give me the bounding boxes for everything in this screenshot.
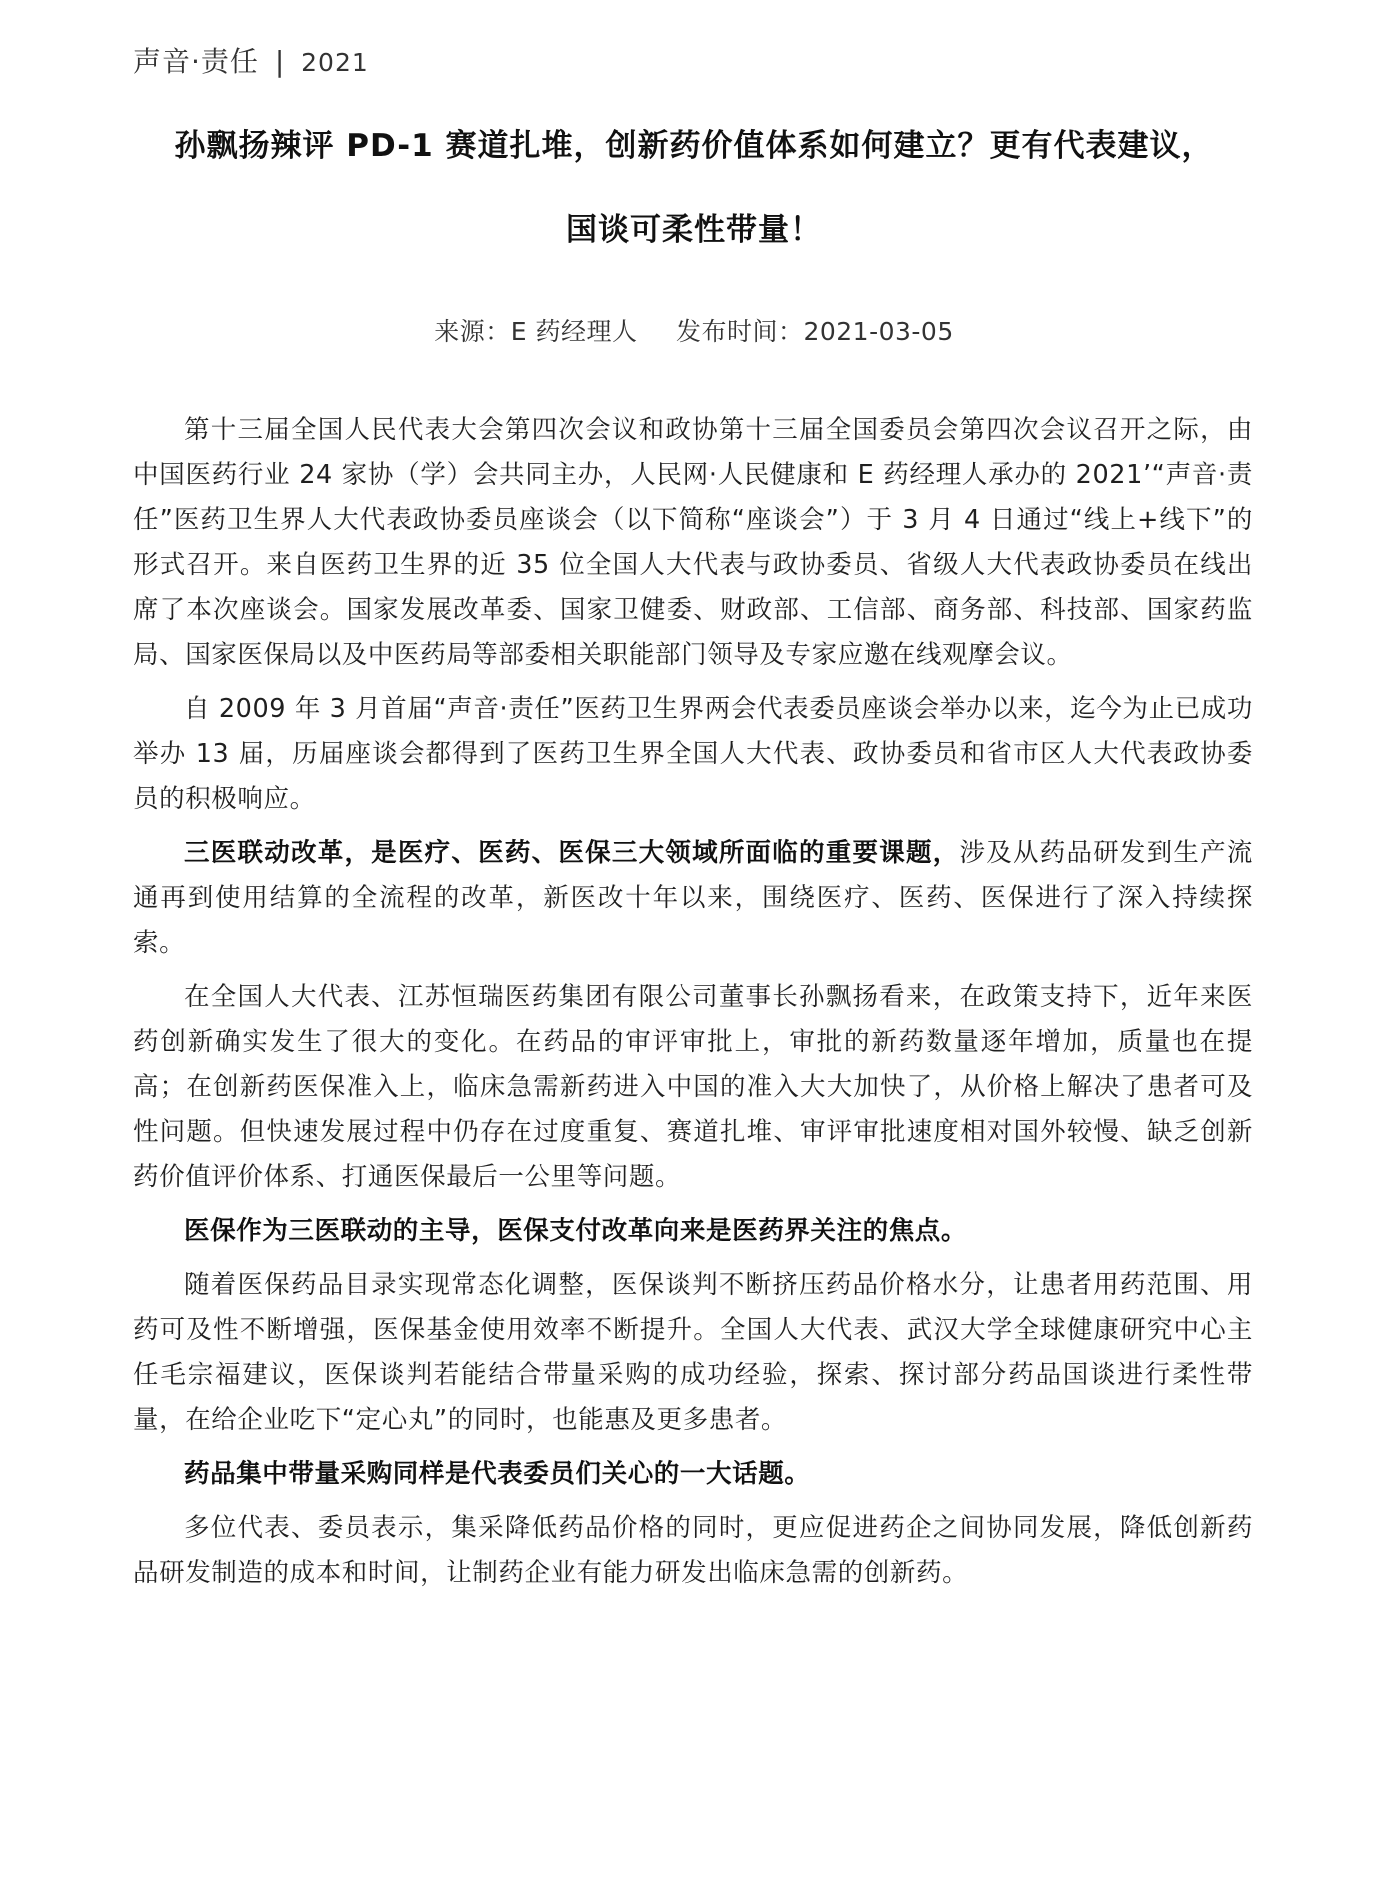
article-body bbox=[133, 408, 1253, 1605]
header-separator: | bbox=[274, 45, 286, 78]
column-header bbox=[133, 40, 369, 80]
article-meta bbox=[0, 312, 1388, 348]
paragraph bbox=[133, 1209, 1253, 1254]
article-title-line-2: 国谈可柔性带量！ bbox=[566, 212, 822, 248]
article-source: 来源：E 药经理人 bbox=[434, 317, 638, 346]
paragraph-emphasis: 医保作为三医联动的主导，医保支付改革向来是医药界关注的焦点。 bbox=[184, 1216, 968, 1246]
paragraph-text: 多位代表、委员表示，集采降低药品价格的同时，更应促进药企之间协同发展，降低创新药品研发制造的成本和时间，让制药企业有能力研发出临床急需的创新药。 bbox=[133, 1513, 1253, 1588]
paragraph-emphasis: 三医联动改革，是医疗、医药、医保三大领域所面临的重要课题， bbox=[184, 838, 960, 868]
paragraph bbox=[133, 831, 1253, 966]
paragraph bbox=[133, 1263, 1253, 1443]
paragraph-text: 涉及从药品研发到生产流通再到使用结算的全流程的改革，新医改十年以来，围绕医疗、医药、医保进行了深入持续探索。 bbox=[133, 838, 1253, 958]
article-title bbox=[120, 104, 1268, 272]
paragraph bbox=[133, 687, 1253, 822]
paragraph bbox=[133, 1506, 1253, 1596]
article-publish-time: 发布时间：2021-03-05 bbox=[675, 317, 954, 346]
paragraph-emphasis: 药品集中带量采购同样是代表委员们关心的一大话题。 bbox=[184, 1459, 811, 1489]
paragraph bbox=[133, 975, 1253, 1200]
paragraph bbox=[133, 408, 1253, 678]
paragraph-text: 第十三届全国人民代表大会第四次会议和政协第十三届全国委员会第四次会议召开之际，由中国医药行业 24 家协（学）会共同主办，人民网·人民健康和 E 药经理人承办的 2021’“声音·责任”医药卫生界人大代表政协委员座谈会（以下简称“座谈会”）于 3 月 4 日通过“线上+线下”的形式召开。来自医药卫生界的近 35 位全国人大代表与政协委员、省级人大代表政协委员在线出席了本次座谈会。国家发展改革委、国家卫健委、财政部、工信部、商务部、科技部、国家药监局、国家医保局以及中医药局等部委相关职能部门领导及专家应邀在线观摩会议。 bbox=[133, 415, 1253, 670]
paragraph bbox=[133, 1452, 1253, 1497]
header-year: 2021 bbox=[301, 48, 369, 77]
paragraph-text: 随着医保药品目录实现常态化调整，医保谈判不断挤压药品价格水分，让患者用药范围、用药可及性不断增强，医保基金使用效率不断提升。全国人大代表、武汉大学全球健康研究中心主任毛宗福建议，医保谈判若能结合带量采购的成功经验，探索、探讨部分药品国谈进行柔性带量，在给企业吃下“定心丸”的同时，也能惠及更多患者。 bbox=[133, 1270, 1253, 1435]
article-title-line-1: 孙飘扬辣评 PD-1 赛道扎堆，创新药价值体系如何建立？更有代表建议， bbox=[174, 128, 1214, 164]
paragraph-text: 在全国人大代表、江苏恒瑞医药集团有限公司董事长孙飘扬看来，在政策支持下，近年来医药创新确实发生了很大的变化。在药品的审评审批上，审批的新药数量逐年增加，质量也在提高；在创新药医保准入上，临床急需新药进入中国的准入大大加快了，从价格上解决了患者可及性问题。但快速发展过程中仍存在过度重复、赛道扎堆、审评审批速度相对国外较慢、缺乏创新药价值评价体系、打通医保最后一公里等问题。 bbox=[133, 982, 1253, 1192]
column-name: 声音·责任 bbox=[133, 45, 259, 78]
paragraph-text: 自 2009 年 3 月首届“声音·责任”医药卫生界两会代表委员座谈会举办以来，迄今为止已成功举办 13 届，历届座谈会都得到了医药卫生界全国人大代表、政协委员和省市区人大代表政协委员的积极响应。 bbox=[133, 694, 1253, 814]
